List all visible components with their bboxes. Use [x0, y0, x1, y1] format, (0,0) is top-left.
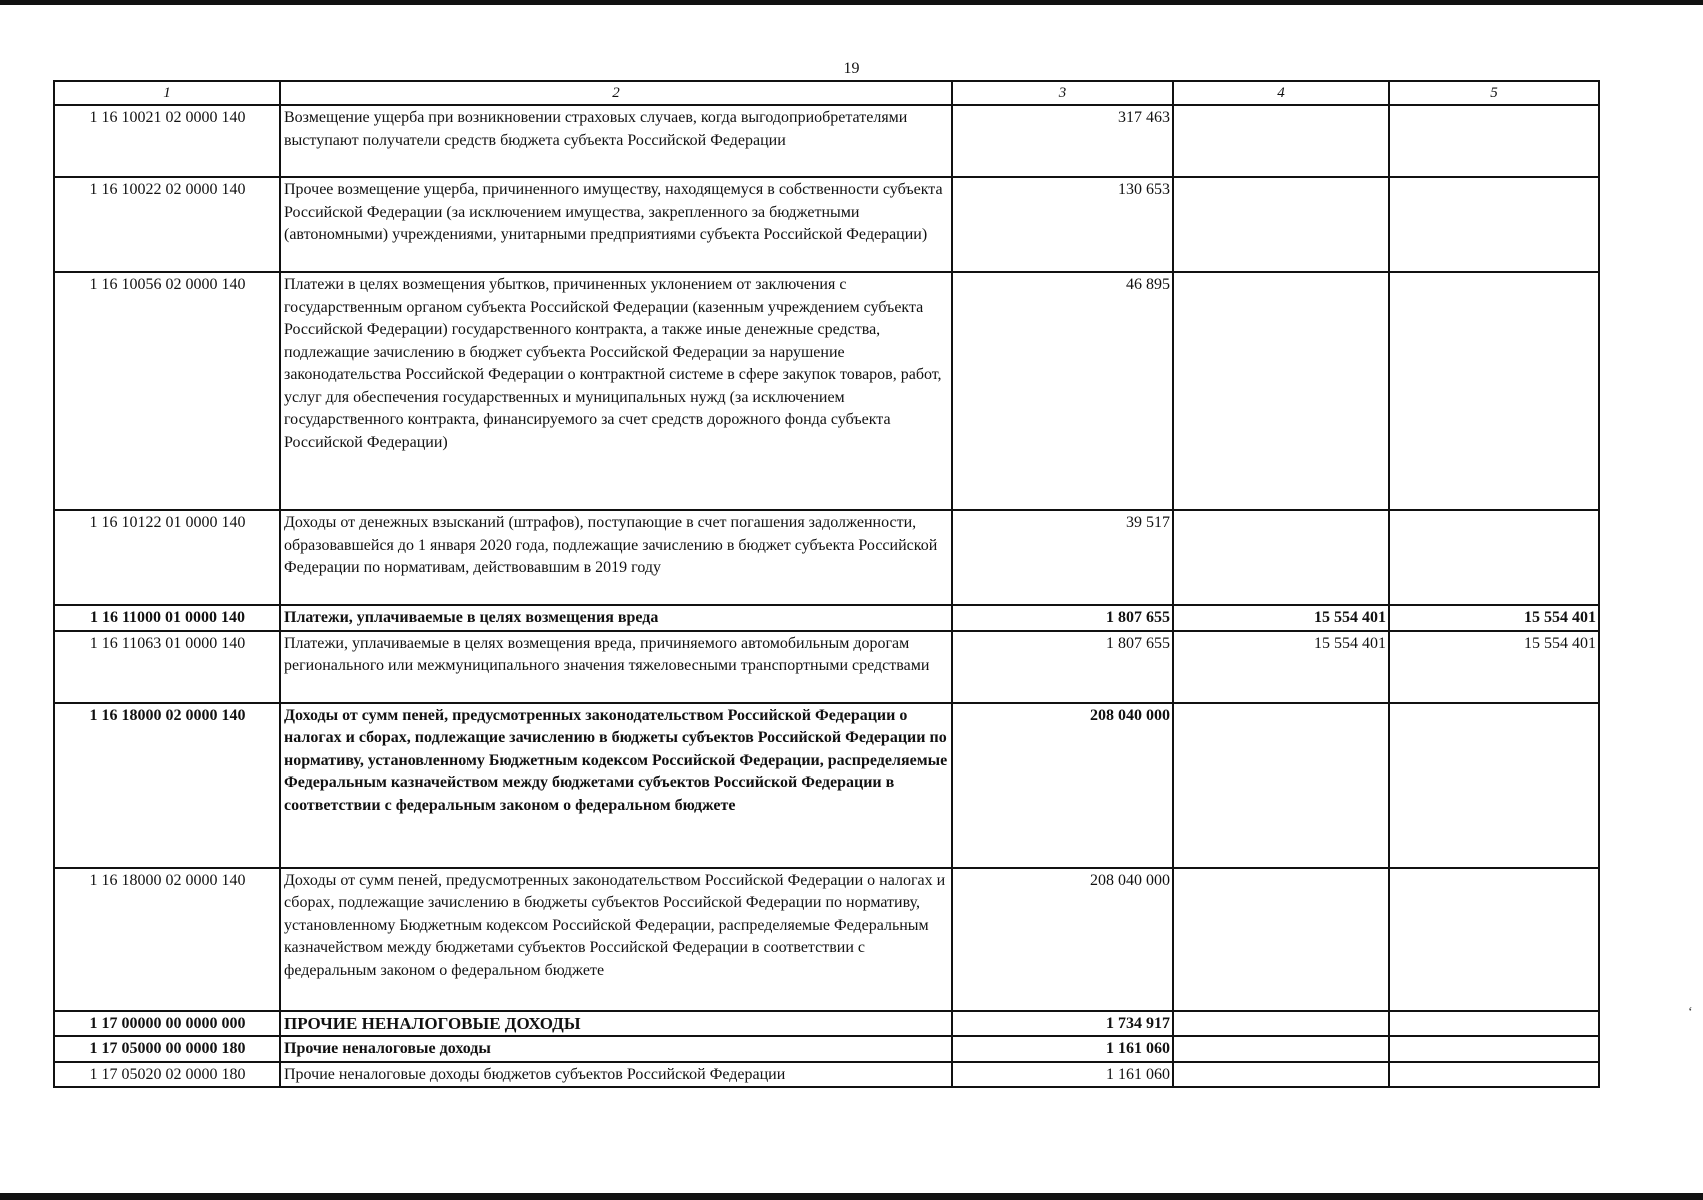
- amount-col5: [1389, 177, 1599, 272]
- amount-col4: [1173, 272, 1389, 510]
- amount-col4: [1173, 1036, 1389, 1062]
- table-row: [54, 105, 1599, 177]
- header-col-2: 2: [280, 81, 952, 105]
- amount-col4: [1173, 105, 1389, 177]
- budget-code: 1 17 05000 00 0000 180: [54, 1036, 280, 1062]
- amount-col4: [1173, 1011, 1389, 1037]
- amount-col4: 15 554 401: [1173, 605, 1389, 631]
- table-header-row: [54, 81, 1599, 105]
- amount-col5: [1389, 1062, 1599, 1088]
- amount-col3: 317 463: [952, 105, 1173, 177]
- amount-col3: 1 734 917: [952, 1011, 1173, 1037]
- amount-col5: 15 554 401: [1389, 605, 1599, 631]
- revenue-name: ПРОЧИЕ НЕНАЛОГОВЫЕ ДОХОДЫ: [280, 1011, 952, 1037]
- budget-code: 1 16 10122 01 0000 140: [54, 510, 280, 605]
- amount-col5: [1389, 272, 1599, 510]
- amount-col3: 208 040 000: [952, 868, 1173, 1011]
- revenue-name: Прочее возмещение ущерба, причиненного имуществу, находящемуся в собственности субъекта Российской Федерации (за исключением имущества, закрепленного за бюджетными (автономными) учреждениями, унитарными предприятиями субъекта Российской Федерации): [280, 177, 952, 272]
- table-row: [54, 703, 1599, 868]
- table-row: [54, 1036, 1599, 1062]
- amount-col3: 46 895: [952, 272, 1173, 510]
- revenue-name: Доходы от сумм пеней, предусмотренных законодательством Российской Федерации о налогах и сборах, подлежащие зачислению в бюджеты субъектов Российской Федерации по нормативу, установленному Бюджетным кодексом Российской Федерации, распределяемые Федеральным казначейством между бюджетами субъектов Российской Федерации в соответствии с федеральным законом о федеральном бюджете: [280, 703, 952, 868]
- header-col-5: 5: [1389, 81, 1599, 105]
- revenue-name: Платежи, уплачиваемые в целях возмещения вреда: [280, 605, 952, 631]
- budget-code: 1 16 11063 01 0000 140: [54, 631, 280, 703]
- revenue-name: Возмещение ущерба при возникновении страховых случаев, когда выгодоприобретателями выступают получатели средств бюджета субъекта Российской Федерации: [280, 105, 952, 177]
- amount-col4: [1173, 1062, 1389, 1088]
- budget-code: 1 16 18000 02 0000 140: [54, 868, 280, 1011]
- amount-col3: 1 807 655: [952, 605, 1173, 631]
- table-row: [54, 510, 1599, 605]
- amount-col5: 15 554 401: [1389, 631, 1599, 703]
- amount-col4: [1173, 703, 1389, 868]
- scan-mark: ‘: [1688, 1005, 1693, 1020]
- amount-col3: 1 161 060: [952, 1036, 1173, 1062]
- table-row: [54, 1062, 1599, 1088]
- amount-col5: [1389, 703, 1599, 868]
- scan-border-top: [0, 0, 1703, 5]
- revenue-name: Доходы от денежных взысканий (штрафов), поступающие в счет погашения задолженности, образовавшейся до 1 января 2020 года, подлежащие зачислению в бюджет субъекта Российской Федерации по нормативам, действовавшим в 2019 году: [280, 510, 952, 605]
- revenue-name: Прочие неналоговые доходы бюджетов субъектов Российской Федерации: [280, 1062, 952, 1088]
- budget-code: 1 17 00000 00 0000 000: [54, 1011, 280, 1037]
- table-row: [54, 605, 1599, 631]
- table-row: [54, 631, 1599, 703]
- revenue-name: Доходы от сумм пеней, предусмотренных законодательством Российской Федерации о налогах и сборах, подлежащие зачислению в бюджеты субъектов Российской Федерации по нормативу, установленному Бюджетным кодексом Российской Федерации, распределяемые Федеральным казначейством между бюджетами субъектов Российской Федерации в соответствии с федеральным законом о федеральном бюджете: [280, 868, 952, 1011]
- amount-col3: 39 517: [952, 510, 1173, 605]
- table-row: [54, 177, 1599, 272]
- header-col-1: 1: [54, 81, 280, 105]
- revenue-name: Платежи в целях возмещения убытков, причиненных уклонением от заключения с государственным органом субъекта Российской Федерации (казенным учреждением субъекта Российской Федерации) государственного контракта, а также иные денежные средства, подлежащие зачислению в бюджет субъекта Российской Федерации за нарушение законодательства Российской Федерации о контрактной системе в сфере закупок товаров, работ, услуг для обеспечения государственных и муниципальных нужд (за исключением государственного контракта, финансируемого за счет средств дорожного фонда субъекта Российской Федерации): [280, 272, 952, 510]
- amount-col5: [1389, 105, 1599, 177]
- budget-code: 1 17 05020 02 0000 180: [54, 1062, 280, 1088]
- budget-code: 1 16 18000 02 0000 140: [54, 703, 280, 868]
- amount-col5: [1389, 1036, 1599, 1062]
- header-col-4: 4: [1173, 81, 1389, 105]
- amount-col5: [1389, 868, 1599, 1011]
- amount-col5: [1389, 510, 1599, 605]
- header-col-3: 3: [952, 81, 1173, 105]
- budget-code: 1 16 10022 02 0000 140: [54, 177, 280, 272]
- scan-border-bottom: [0, 1193, 1703, 1200]
- revenue-name: Платежи, уплачиваемые в целях возмещения вреда, причиняемого автомобильным дорогам регионального или межмуниципального значения тяжеловесными транспортными средствами: [280, 631, 952, 703]
- amount-col3: 1 807 655: [952, 631, 1173, 703]
- amount-col3: 130 653: [952, 177, 1173, 272]
- revenue-table: [53, 80, 1600, 1088]
- table-row: [54, 1011, 1599, 1037]
- amount-col4: [1173, 177, 1389, 272]
- amount-col4: 15 554 401: [1173, 631, 1389, 703]
- amount-col4: [1173, 868, 1389, 1011]
- budget-code: 1 16 10021 02 0000 140: [54, 105, 280, 177]
- amount-col5: [1389, 1011, 1599, 1037]
- amount-col3: 1 161 060: [952, 1062, 1173, 1088]
- table-row: [54, 868, 1599, 1011]
- budget-code: 1 16 11000 01 0000 140: [54, 605, 280, 631]
- table-row: [54, 272, 1599, 510]
- page-number: 19: [843, 60, 860, 77]
- amount-col4: [1173, 510, 1389, 605]
- budget-code: 1 16 10056 02 0000 140: [54, 272, 280, 510]
- revenue-name: Прочие неналоговые доходы: [280, 1036, 952, 1062]
- amount-col3: 208 040 000: [952, 703, 1173, 868]
